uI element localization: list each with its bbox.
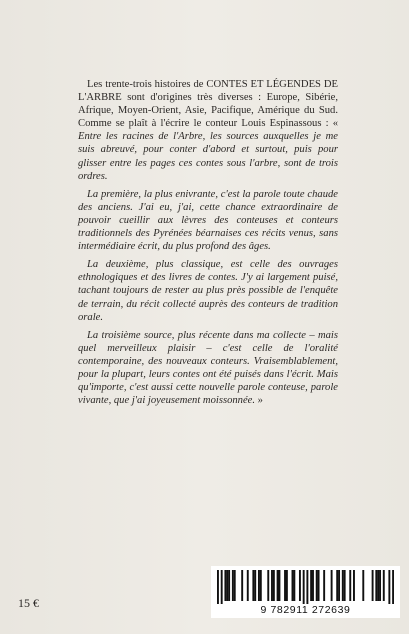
barcode-bar — [318, 570, 320, 601]
barcode-bar — [388, 570, 390, 604]
barcode-bar — [221, 570, 223, 604]
barcode-bar — [228, 570, 230, 601]
barcode-bar — [226, 570, 228, 601]
price-label: 15 € — [18, 596, 39, 610]
barcode-bar — [353, 570, 355, 601]
barcode-bar — [232, 570, 234, 601]
intro-text-continued: sont d'origines très diverses : Europe, Sibérie, Afrique, Moyen-Orient, Asie, Pacifique, Amérique du Sud. Comme se plaît à l'écrire le conteur Louis Espinassous : « — [78, 92, 338, 130]
barcode-bar — [293, 570, 295, 601]
barcode-bar — [323, 570, 325, 601]
barcode-bar — [377, 570, 379, 601]
barcode-bar — [392, 570, 394, 604]
barcode-bar — [273, 570, 275, 601]
barcode-bar — [217, 570, 219, 604]
intro-text: Les trente-trois histoires de — [87, 79, 207, 90]
barcode-bar — [271, 570, 273, 601]
barcode-bar — [241, 570, 243, 601]
barcode-bar — [267, 570, 269, 601]
barcode-bar — [312, 570, 314, 601]
barcode-bar — [344, 570, 346, 601]
barcode-bar — [310, 570, 312, 601]
barcode-bar — [372, 570, 374, 601]
barcode-bar — [379, 570, 381, 601]
barcode-bar — [224, 570, 226, 601]
barcode-bar — [383, 570, 385, 601]
blurb-paragraph-3: La deuxième, plus classique, est celle des ouvrages ethnologiques et des livres de contes. J'y ai largement puisé, tachant toujours de rester au plus près possible de l'enquête de terrain, du récit collecté auprès des conteurs de tradition orale. — [78, 259, 338, 323]
barcode-bar — [277, 570, 279, 601]
quote-opening: Entre les racines de l'Arbre, les sources auxquelles je me suis abreuvé, pour conter d'abord et surtout, puis pour glisser entre les pages ces contes sous l'arbre, sont de trois ordres. — [78, 131, 338, 182]
barcode-digits: 9 782911 272639 — [260, 604, 351, 616]
barcode — [211, 566, 400, 618]
barcode-bar — [278, 570, 280, 601]
blurb-paragraph-2: La première, la plus enivrante, c'est la parole toute chaude des anciens. J'ai eu, j'ai, cette chance extraordinaire de pouvoir cueillir aux lèvres des conteuses et conteurs traditionnels des Pyrénées béarnaises ces récits venus, sans intermédiaire écrit, du plus profond des âges. — [78, 188, 338, 253]
barcode-bar — [286, 570, 288, 601]
barcode-bar — [342, 570, 344, 601]
barcode-bar — [316, 570, 318, 601]
barcode-bar — [254, 570, 256, 601]
blurb-paragraph-1 — [78, 78, 338, 183]
barcode-bar — [306, 570, 308, 604]
closing-guillemet: » — [255, 395, 263, 407]
barcode-bar — [234, 570, 236, 601]
barcode-bar — [375, 570, 377, 601]
blurb-text — [78, 78, 338, 412]
barcode-bar — [303, 570, 305, 604]
barcode-bar — [292, 570, 294, 601]
barcode-bar — [299, 570, 301, 601]
barcode-bar — [252, 570, 254, 601]
barcode-bar — [338, 570, 340, 601]
barcode-bar — [258, 570, 260, 601]
blurb-paragraph-4 — [78, 329, 338, 408]
barcode-bar — [331, 570, 333, 601]
barcode-bar — [284, 570, 286, 601]
barcode-bar — [349, 570, 351, 601]
barcode-bar — [260, 570, 262, 601]
barcode-bar — [247, 570, 249, 601]
quote-closing: La troisième source, plus récente dans ma collecte – mais quel merveilleux plaisir – c'est celle de l'oralité contemporaine, des nouveaux conteurs. Vraisemblablement, pour la plupart, leurs contes ont été puisés dans l'écrit. Mais qu'importe, c'est aussi cette nouvelle parole conteuse, parole vivante, que j'ai joyeusement moissonnée. — [78, 329, 338, 407]
barcode-bars — [217, 570, 394, 604]
book-title: CONTES ET LÉGENDES DE L'ARBRE — [78, 79, 339, 104]
barcode-bar — [336, 570, 338, 601]
barcode-bar — [362, 570, 364, 601]
